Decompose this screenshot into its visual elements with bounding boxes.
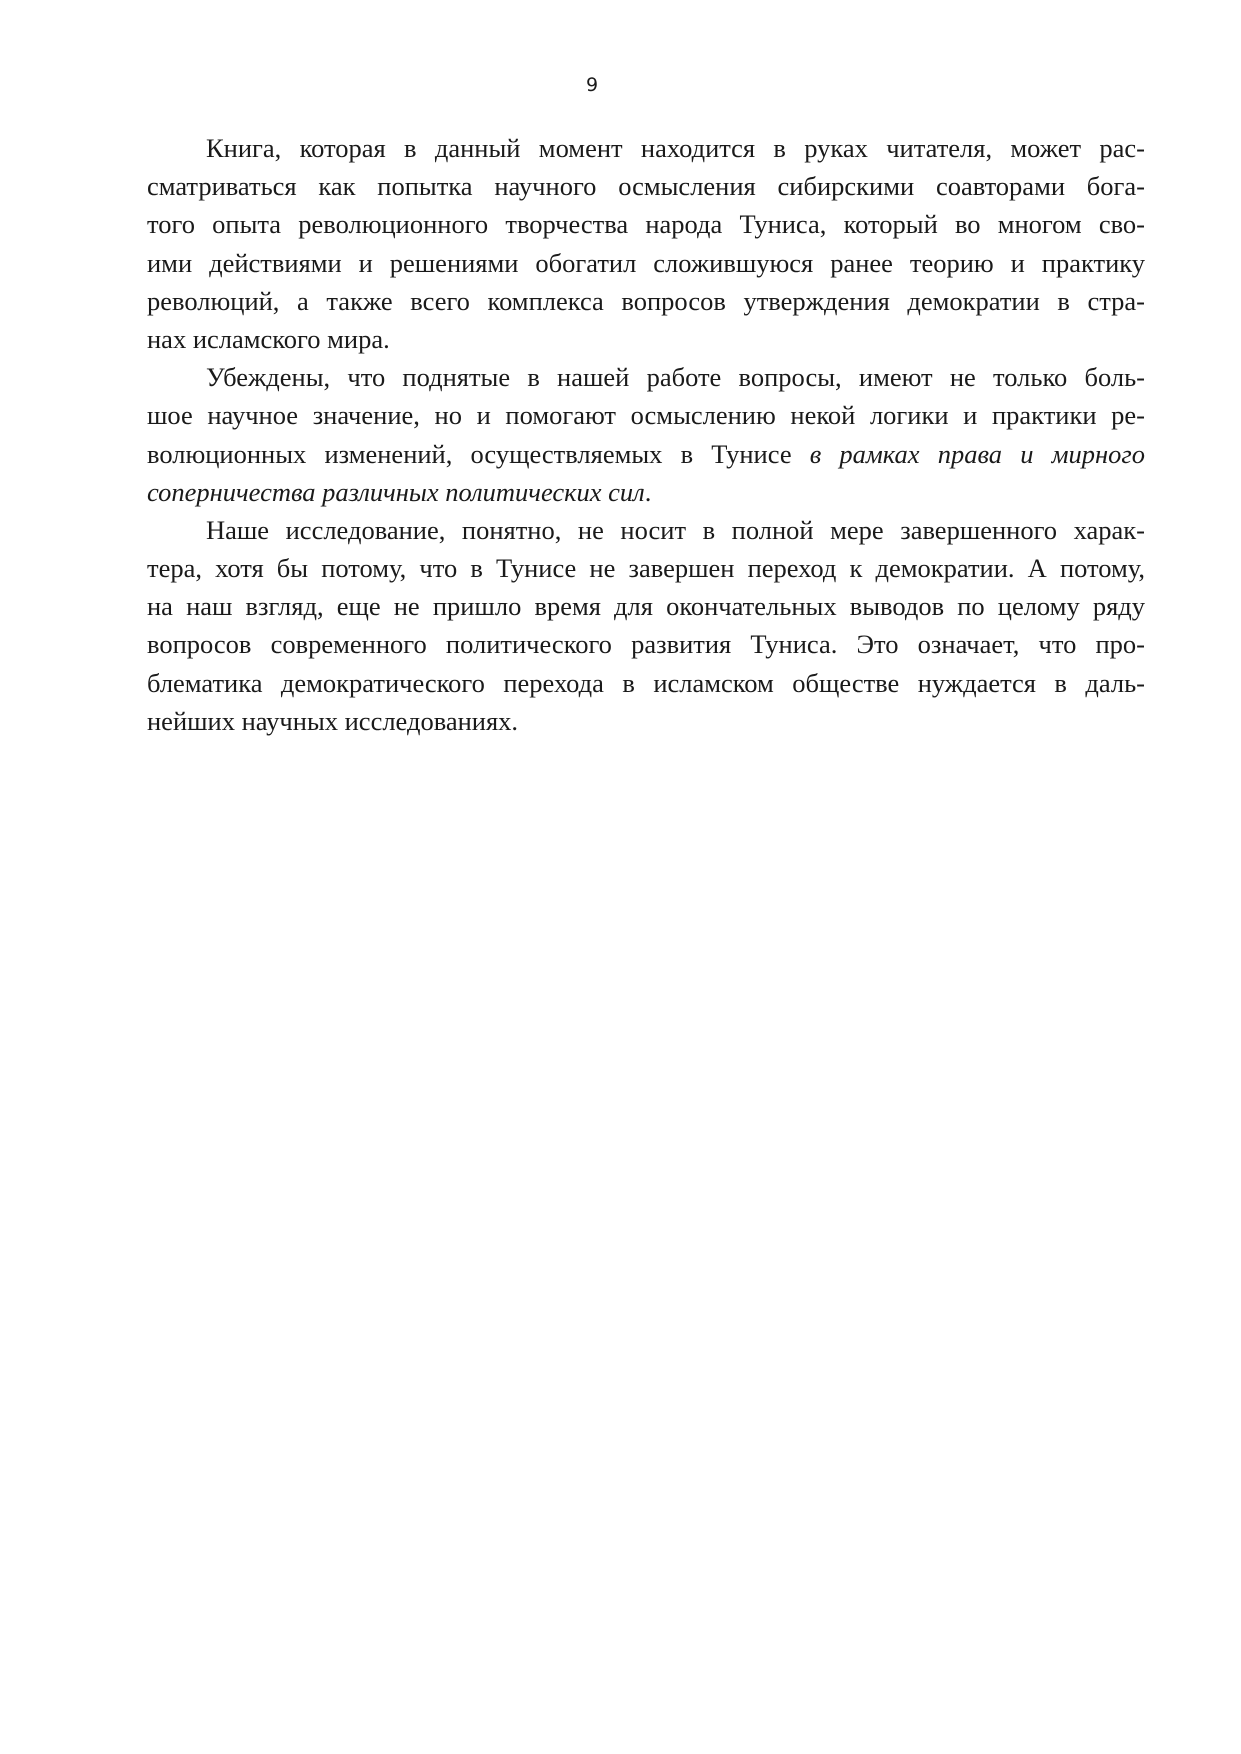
text-line: на наш взгляд, еще не пришло время для окончательных выводов по целому ряду bbox=[147, 591, 1145, 622]
text-line: ими действиями и решениями обогатил сложившуюся ранее теорию и практику bbox=[147, 247, 1145, 278]
text-line: Убеждены, что поднятые в нашей работе вопросы, имеют не только боль- bbox=[206, 362, 1145, 393]
italic-text-run: соперничества различных политических сил bbox=[147, 476, 645, 507]
text-line: Наше исследование, понятно, не носит в полной мере завершенного харак- bbox=[206, 514, 1145, 545]
text-line bbox=[147, 435, 1145, 473]
page-number: 9 bbox=[585, 74, 599, 96]
text-line: шое научное значение, но и помогают осмыслению некой логики и практики ре- bbox=[147, 400, 1145, 431]
text-line: нах исламского мира. bbox=[147, 323, 390, 354]
text-run: . bbox=[644, 476, 652, 507]
paragraph-2 bbox=[147, 358, 1145, 511]
italic-text-run: в рамках права и мирного bbox=[809, 438, 1145, 469]
text-line: революций, а также всего комплекса вопросов утверждения демократии в стра- bbox=[147, 285, 1145, 316]
text-line: сматриваться как попытка научного осмысления сибирскими соавторами бога- bbox=[147, 171, 1145, 202]
text-line: Книга, которая в данный момент находится в руках читателя, может рас- bbox=[206, 133, 1145, 163]
text-line: нейших научных исследованиях. bbox=[147, 705, 519, 736]
text-line bbox=[147, 473, 1145, 511]
paragraph-3 bbox=[147, 511, 1145, 740]
text-line: того опыта революционного творчества народа Туниса, который во многом сво- bbox=[147, 209, 1145, 240]
text-line: тера, хотя бы потому, что в Тунисе не завершен переход к демократии. А потому, bbox=[147, 553, 1145, 584]
paragraph-1 bbox=[147, 129, 1145, 358]
text-line: блематика демократического перехода в исламском обществе нуждается в даль- bbox=[147, 667, 1145, 698]
body-text bbox=[147, 129, 1145, 740]
text-run: волюционных изменений, осуществляемых в Тунисе bbox=[147, 438, 810, 469]
text-line: вопросов современного политического развития Туниса. Это означает, что про- bbox=[147, 629, 1145, 660]
